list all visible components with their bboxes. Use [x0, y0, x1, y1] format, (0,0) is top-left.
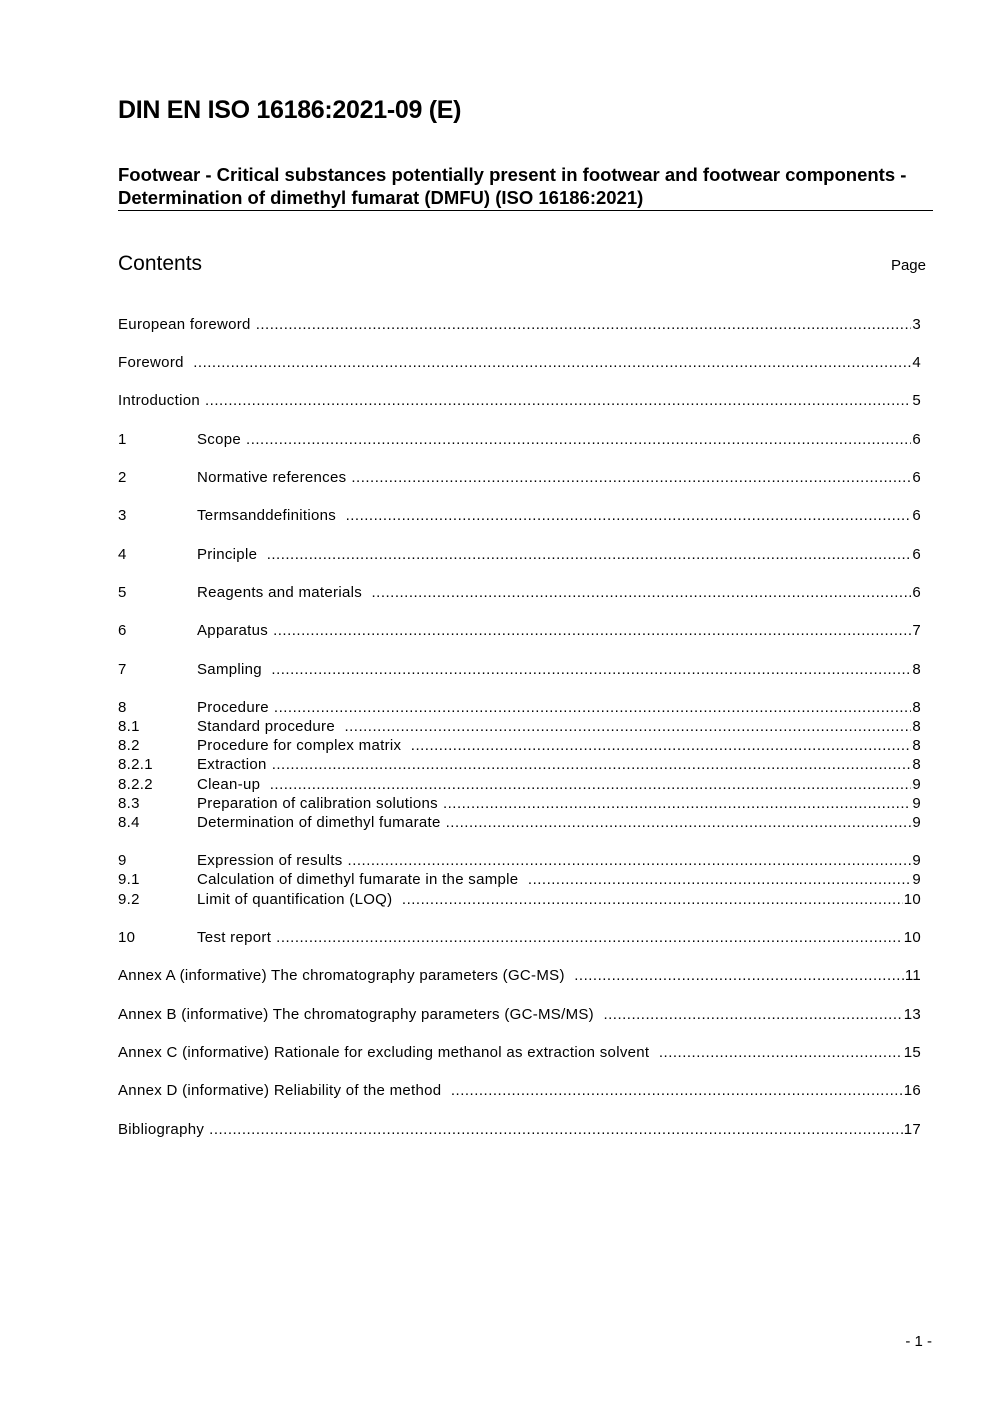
document-subtitle: Footwear - Critical substances potentially present in footwear and footwear components - Determination of dimethyl fumarat (DMFU) (ISO 16186:2021)	[118, 163, 933, 211]
toc-entry-page: 6	[912, 469, 921, 486]
toc-entry-page: 8	[912, 661, 921, 678]
toc-entry-10[interactable]	[118, 928, 921, 948]
toc-entry-number: 9.1	[118, 871, 140, 888]
dot-leader	[351, 468, 911, 488]
toc-entry-7[interactable]	[118, 660, 921, 680]
dot-leader	[372, 583, 912, 603]
toc-entry-page: 7	[912, 622, 921, 639]
toc-entry-4[interactable]	[118, 545, 921, 565]
dot-leader	[193, 353, 911, 373]
dot-leader	[348, 851, 912, 871]
toc-entry-page: 6	[912, 546, 921, 563]
toc-entry-number: 10	[118, 929, 136, 946]
toc-entry-5[interactable]	[118, 583, 921, 603]
dot-leader	[271, 660, 911, 680]
dot-leader	[344, 717, 911, 737]
toc-entry-number: 1	[118, 431, 127, 448]
dot-leader	[272, 755, 912, 775]
toc-entry-2[interactable]	[118, 468, 921, 488]
dot-leader	[446, 813, 912, 833]
toc-entry-page: 11	[904, 967, 921, 984]
toc-entry-label: Test report	[197, 929, 272, 946]
toc-entry-number: 8.2.2	[118, 776, 153, 793]
dot-leader	[402, 890, 903, 910]
toc-entry-page: 9	[912, 814, 921, 831]
dot-leader	[603, 1005, 902, 1025]
toc-entry-number: 3	[118, 507, 127, 524]
toc-entry-label: Procedure	[197, 699, 269, 716]
toc-entry-3[interactable]	[118, 506, 921, 526]
toc-entry-introduction[interactable]	[118, 391, 921, 411]
toc-entry-page: 8	[912, 718, 921, 735]
toc-entry-6[interactable]	[118, 621, 921, 641]
toc-entry-label: Foreword	[118, 354, 189, 371]
toc-entry-number: 9	[118, 852, 127, 869]
toc-entry-page: 8	[912, 737, 921, 754]
toc-entry-label: Introduction	[118, 392, 200, 409]
toc-entry-number: 8	[118, 699, 127, 716]
toc-entry-page: 6	[912, 507, 921, 524]
dot-leader	[270, 775, 912, 795]
toc-entry-label: Termsanddefinitions	[197, 507, 341, 524]
toc-entry-european-foreword[interactable]	[118, 315, 921, 335]
toc-entry-page: 6	[912, 584, 921, 601]
toc-entry-number: 5	[118, 584, 127, 601]
toc-entry-label: Extraction	[197, 756, 267, 773]
dot-leader	[276, 928, 903, 948]
page-number: - 1 -	[905, 1333, 932, 1350]
toc-entry-8-3[interactable]	[118, 794, 921, 814]
toc-entry-number: 8.3	[118, 795, 140, 812]
toc-entry-label: Annex A (informative) The chromatography parameters (GC-MS)	[118, 967, 570, 984]
toc-entry-annex-d[interactable]	[118, 1081, 921, 1101]
document-title: DIN EN ISO 16186:2021-09 (E)	[118, 96, 462, 124]
dot-leader	[274, 698, 911, 718]
dot-leader	[659, 1043, 903, 1063]
toc-entry-annex-b[interactable]	[118, 1005, 921, 1025]
toc-entry-number: 4	[118, 546, 127, 563]
toc-entry-8-2-2[interactable]	[118, 775, 921, 795]
toc-entry-label: Bibliography	[118, 1121, 205, 1138]
contents-heading: Contents	[118, 252, 203, 275]
toc-entry-label: Clean-up	[197, 776, 265, 793]
toc-entry-page: 3	[912, 316, 921, 333]
toc-entry-label: Standard procedure	[197, 718, 340, 735]
toc-entry-label: Limit of quantification (LOQ)	[197, 891, 397, 908]
dot-leader	[256, 315, 912, 335]
toc-entry-number: 6	[118, 622, 127, 639]
toc-entry-label: Annex D (informative) Reliability of the method	[118, 1082, 446, 1099]
toc-entry-label: Scope	[197, 431, 242, 448]
toc-entry-page: 16	[903, 1082, 921, 1099]
toc-entry-page: 13	[903, 1006, 921, 1023]
toc-entry-page: 6	[912, 431, 921, 448]
toc-entry-number: 8.4	[118, 814, 140, 831]
toc-entry-9-2[interactable]	[118, 890, 921, 910]
toc-entry-label: Apparatus	[197, 622, 269, 639]
toc-entry-page: 8	[912, 756, 921, 773]
toc-entry-number: 8.1	[118, 718, 140, 735]
toc-entry-label: Annex B (informative) The chromatography parameters (GC-MS/MS)	[118, 1006, 599, 1023]
toc-entry-foreword[interactable]	[118, 353, 921, 373]
toc-entry-8-4[interactable]	[118, 813, 921, 833]
toc-entry-page: 9	[912, 852, 921, 869]
toc-entry-page: 9	[912, 871, 921, 888]
toc-entry-label: Procedure for complex matrix	[197, 737, 406, 754]
dot-leader	[205, 391, 911, 411]
toc-entry-page: 9	[912, 795, 921, 812]
toc-entry-label: Preparation of calibration solutions	[197, 795, 438, 812]
toc-entry-9[interactable]	[118, 851, 921, 871]
toc-entry-page: 8	[912, 699, 921, 716]
toc-entry-number: 8.2.1	[118, 756, 153, 773]
dot-leader	[209, 1120, 903, 1140]
toc-entry-number: 9.2	[118, 891, 140, 908]
toc-entry-page: 17	[903, 1121, 921, 1138]
toc-entry-page: 5	[912, 392, 921, 409]
toc-entry-label: Principle	[197, 546, 262, 563]
toc-entry-annex-a[interactable]	[118, 966, 921, 986]
toc-entry-8-2-1[interactable]	[118, 755, 921, 775]
toc-entry-annex-c[interactable]	[118, 1043, 921, 1063]
dot-leader	[443, 794, 911, 814]
toc-entry-1[interactable]	[118, 430, 921, 450]
toc-entry-number: 8.2	[118, 737, 140, 754]
toc-entry-page: 10	[903, 929, 921, 946]
toc-entry-label: Calculation of dimethyl fumarate in the sample	[197, 871, 523, 888]
toc-entry-label: Annex C (informative) Rationale for excluding methanol as extraction solvent	[118, 1044, 654, 1061]
toc-entry-page: 4	[912, 354, 921, 371]
toc-entry-8-2[interactable]	[118, 736, 921, 756]
toc-entry-page: 15	[903, 1044, 921, 1061]
toc-entry-label: Determination of dimethyl fumarate	[197, 814, 441, 831]
toc-entry-label: Reagents and materials	[197, 584, 367, 601]
toc-entry-8-1[interactable]	[118, 717, 921, 737]
toc-entry-9-1[interactable]	[118, 870, 921, 890]
toc-entry-label: Sampling	[197, 661, 267, 678]
toc-entry-number: 2	[118, 469, 127, 486]
toc-entry-number: 7	[118, 661, 127, 678]
toc-entry-page: 10	[903, 891, 921, 908]
toc-entry-label: European foreword	[118, 316, 251, 333]
dot-leader	[346, 506, 912, 526]
page-column-heading: Page	[890, 257, 926, 274]
toc-entry-label: Normative references	[197, 469, 347, 486]
toc-entry-bibliography[interactable]	[118, 1120, 921, 1140]
dot-leader	[273, 621, 911, 641]
dot-leader	[267, 545, 912, 565]
toc-entry-8[interactable]	[118, 698, 921, 718]
dot-leader	[528, 870, 911, 890]
dot-leader	[574, 966, 904, 986]
toc-entry-page: 9	[912, 776, 921, 793]
dot-leader	[411, 736, 912, 756]
dot-leader	[451, 1081, 903, 1101]
toc-entry-label: Expression of results	[197, 852, 343, 869]
dot-leader	[246, 430, 911, 450]
